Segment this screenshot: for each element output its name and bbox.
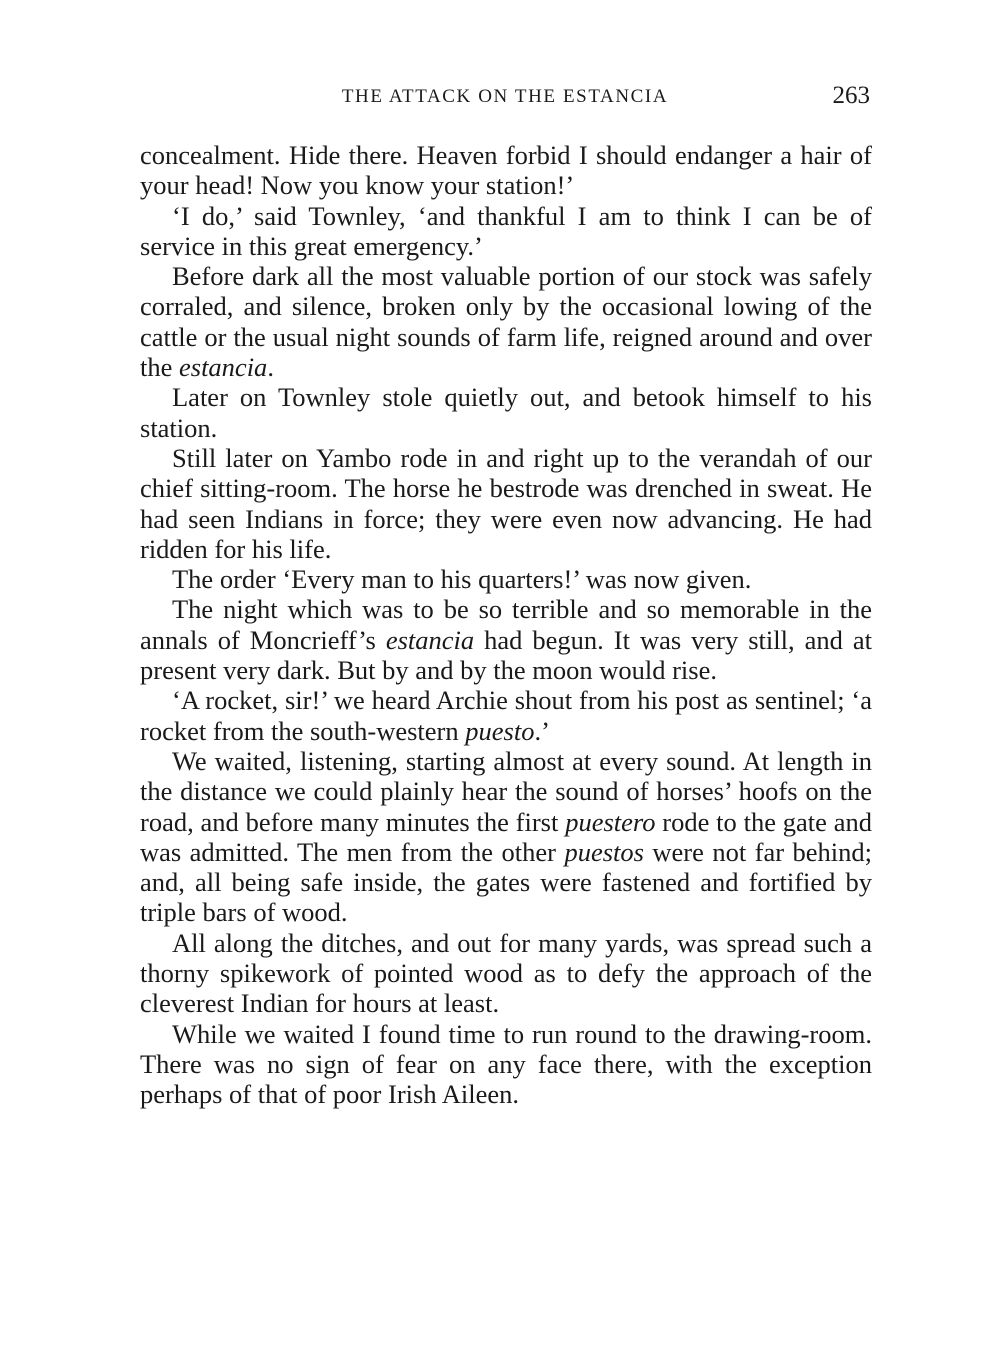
paragraph-11-text: While we waited I found time to run round to the drawing-room. There was no sign of fear on any face there, with the exception perhaps of that of poor Irish Aileen. <box>140 1018 872 1110</box>
paragraph-1 <box>140 140 872 201</box>
paragraph-4 <box>140 382 872 443</box>
paragraph-5 <box>140 443 872 564</box>
paragraph-9 <box>140 746 872 928</box>
page-number: 263 <box>832 82 870 109</box>
paragraph-6-text: The order ‘Every man to his quarters!’ was now given. <box>172 564 752 595</box>
italic-word: puestos <box>564 836 644 867</box>
paragraph-8-text: ‘A rocket, sir!’ we heard Archie shout from his post as sentinel; ‘a rocket from the south-western <box>140 685 872 746</box>
italic-word: estancia <box>385 624 475 655</box>
running-head <box>140 82 870 112</box>
italic-word: puesto <box>465 715 535 746</box>
paragraph-3-end: . <box>267 352 274 383</box>
paragraph-8 <box>140 685 872 746</box>
paragraph-7-end: had begun. It was very still, and at present very dark. But by and by the moon would rise. <box>140 624 872 686</box>
paragraph-6 <box>140 564 872 594</box>
paragraph-4-text: Later on Townley stole quietly out, and betook himself to his station. <box>140 382 872 443</box>
paragraph-2-text: ‘I do,’ said Townley, ‘and thankful I am to think I can be of service in this great emergency.’ <box>140 200 872 261</box>
paragraph-2 <box>140 201 872 262</box>
running-title: THE ATTACK ON THE ESTANCIA <box>341 86 669 107</box>
italic-word: estancia <box>179 352 268 383</box>
paragraph-9-end: were not far behind; and, all being safe inside, the gates were fastened and fortified by triple bars of wood. <box>140 836 873 928</box>
paragraph-10 <box>140 928 872 1019</box>
body-text <box>140 140 872 1110</box>
paragraph-8-end: .’ <box>534 715 550 746</box>
paragraph-3 <box>140 261 872 382</box>
paragraph-1-text: concealment. Hide there. Heaven forbid I should endanger a hair of your head! Now you know your station!’ <box>140 140 872 201</box>
italic-word: puestero <box>565 806 656 837</box>
paragraph-9-middle: rode to the gate and was admitted. The men from the other <box>140 806 872 867</box>
paragraph-11 <box>140 1019 872 1110</box>
paragraph-7-text: The night which was to be so terrible and so memorable in the annals of Moncrieff’s <box>140 594 872 655</box>
paragraph-9-text: We waited, listening, starting almost at every sound. At length in the distance we could plainly hear the sound of horses’ hoofs on the road, and before many minutes the first <box>140 745 872 837</box>
paragraph-5-text: Still later on Yambo rode in and right up to the verandah of our chief sitting-room. The horse he bestrode was drenched in sweat. He had seen Indians in force; they were even now advancing. He had ridden for his life. <box>140 442 872 564</box>
paragraph-10-text: All along the ditches, and out for many yards, was spread such a thorny spikework of pointed wood as to defy the approach of the cleverest Indian for hours at least. <box>140 927 872 1019</box>
paragraph-7 <box>140 594 872 685</box>
paragraph-3-text: Before dark all the most valuable portion of our stock was safely corraled, and silence, broken only by the occasional lowing of the cattle or the usual night sounds of farm life, reigned around and over the <box>140 261 872 383</box>
